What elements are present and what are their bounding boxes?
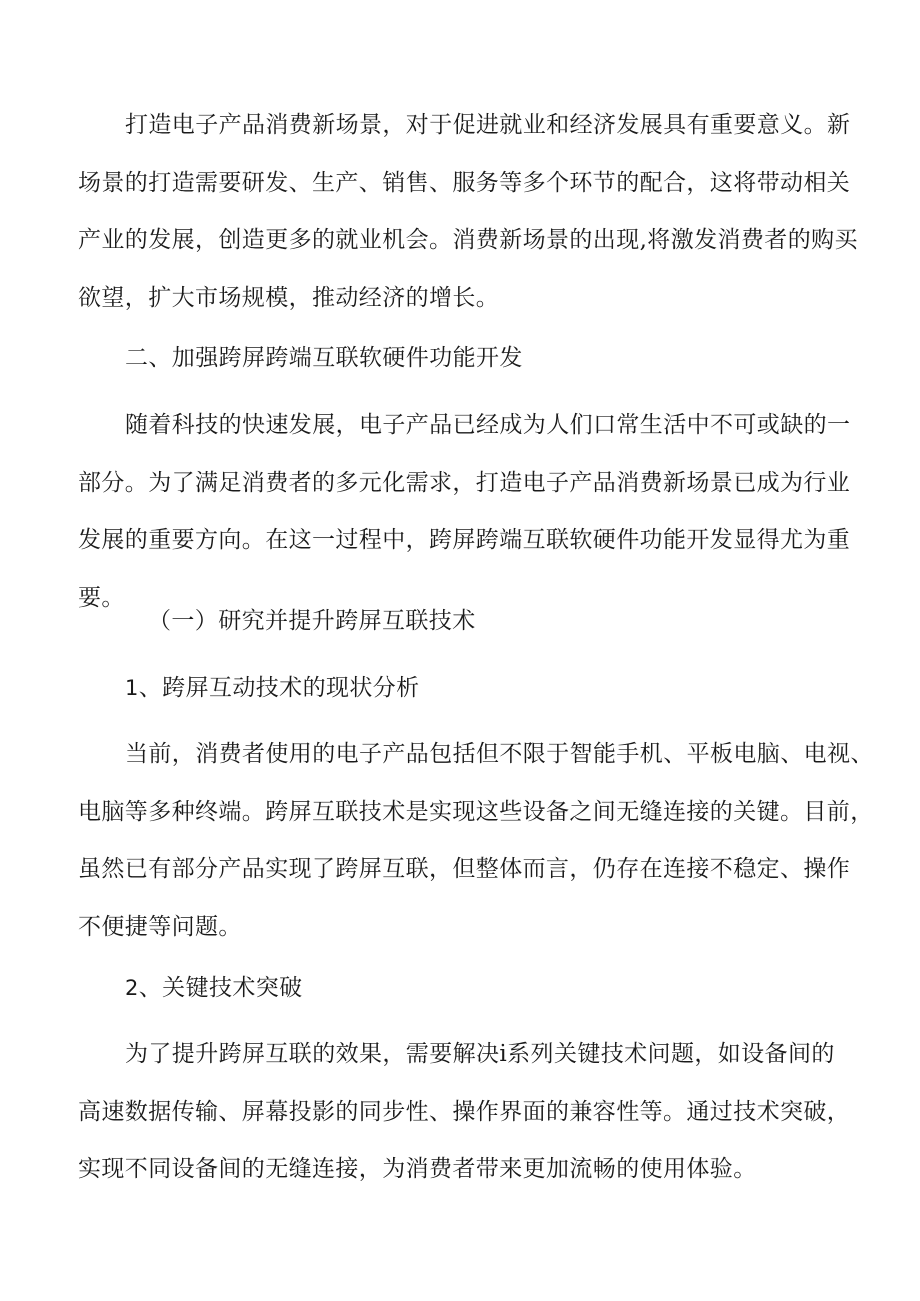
paragraph-line: 高速数据传输、屏幕投影的同步性、操作界面的兼容性等。通过技术突破， bbox=[78, 1098, 851, 1125]
paragraph-line: 场景的打造需要研发、生产、销售、服务等多个环节的配合，这将带动相关 bbox=[78, 169, 851, 196]
paragraph-key-breakthrough bbox=[78, 1026, 851, 1199]
item-number: 2 bbox=[125, 976, 139, 1000]
item-heading-line bbox=[78, 960, 848, 1018]
item-heading-2 bbox=[78, 960, 848, 1018]
item-heading-text: 、跨屏互动技术的现状分析 bbox=[138, 675, 420, 701]
paragraph-line: 随着科技的快速发展，电子产品已经成为人们口常生活中不可或缺的一 bbox=[125, 412, 851, 438]
paragraph-line: 电脑等多种终端。跨屏互联技术是实现这些设备之间无缝连接的关键。目前， bbox=[78, 798, 874, 825]
subsection-heading bbox=[78, 593, 848, 651]
paragraph-current-status bbox=[78, 726, 874, 956]
paragraph-line: 为了提升跨屏互联的效果，需要解决i系列关键技术问题，如设备间的 bbox=[125, 1041, 835, 1067]
paragraph-line: 部分。为了满足消费者的多元化需求，打造电子产品消费新场景已成为行业 bbox=[78, 469, 851, 496]
paragraph-line: 欲望，扩大市场规模，推动经济的增长。 bbox=[78, 284, 500, 311]
item-number: 1 bbox=[125, 676, 139, 700]
subsection-heading-text: （一）研究并提升跨屏互联技术 bbox=[148, 608, 476, 634]
paragraph-line: 打造电子产品消费新场景，对于促进就业和经济发展具有重要意义。新 bbox=[125, 112, 851, 138]
section-heading-text: 二、加强跨屏跨端互联软硬件功能开发 bbox=[125, 345, 523, 371]
paragraph-line: 虽然已有部分产品实现了跨屏互联，但整体而言，仍存在连接不稳定、操作 bbox=[78, 856, 851, 882]
section-heading bbox=[78, 330, 848, 388]
item-heading-line bbox=[78, 660, 848, 718]
paragraph-line: 产业的发展，创造更多的就业机会。消费新场景的出现,将激发消费者的购买 bbox=[78, 227, 858, 253]
item-heading-text: 、关键技术突破 bbox=[138, 975, 303, 1001]
paragraph-line: 发展的重要方向。在这一过程中，跨屏跨端互联软硬件功能开发显得尤为重 bbox=[78, 527, 851, 553]
paragraph-line: 要。 bbox=[78, 584, 125, 611]
item-heading-1 bbox=[78, 660, 848, 718]
paragraph-consumption-scenes bbox=[78, 97, 858, 327]
paragraph-line: 不便捷等问题。 bbox=[78, 913, 242, 940]
paragraph-line: 当前，消费者使用的电子产品包括但不限于智能手机、平板电脑、电视、 bbox=[125, 741, 874, 767]
paragraph-line: 实现不同设备间的无缝连接，为消费者带来更加流畅的使用体验。 bbox=[78, 1156, 757, 1182]
